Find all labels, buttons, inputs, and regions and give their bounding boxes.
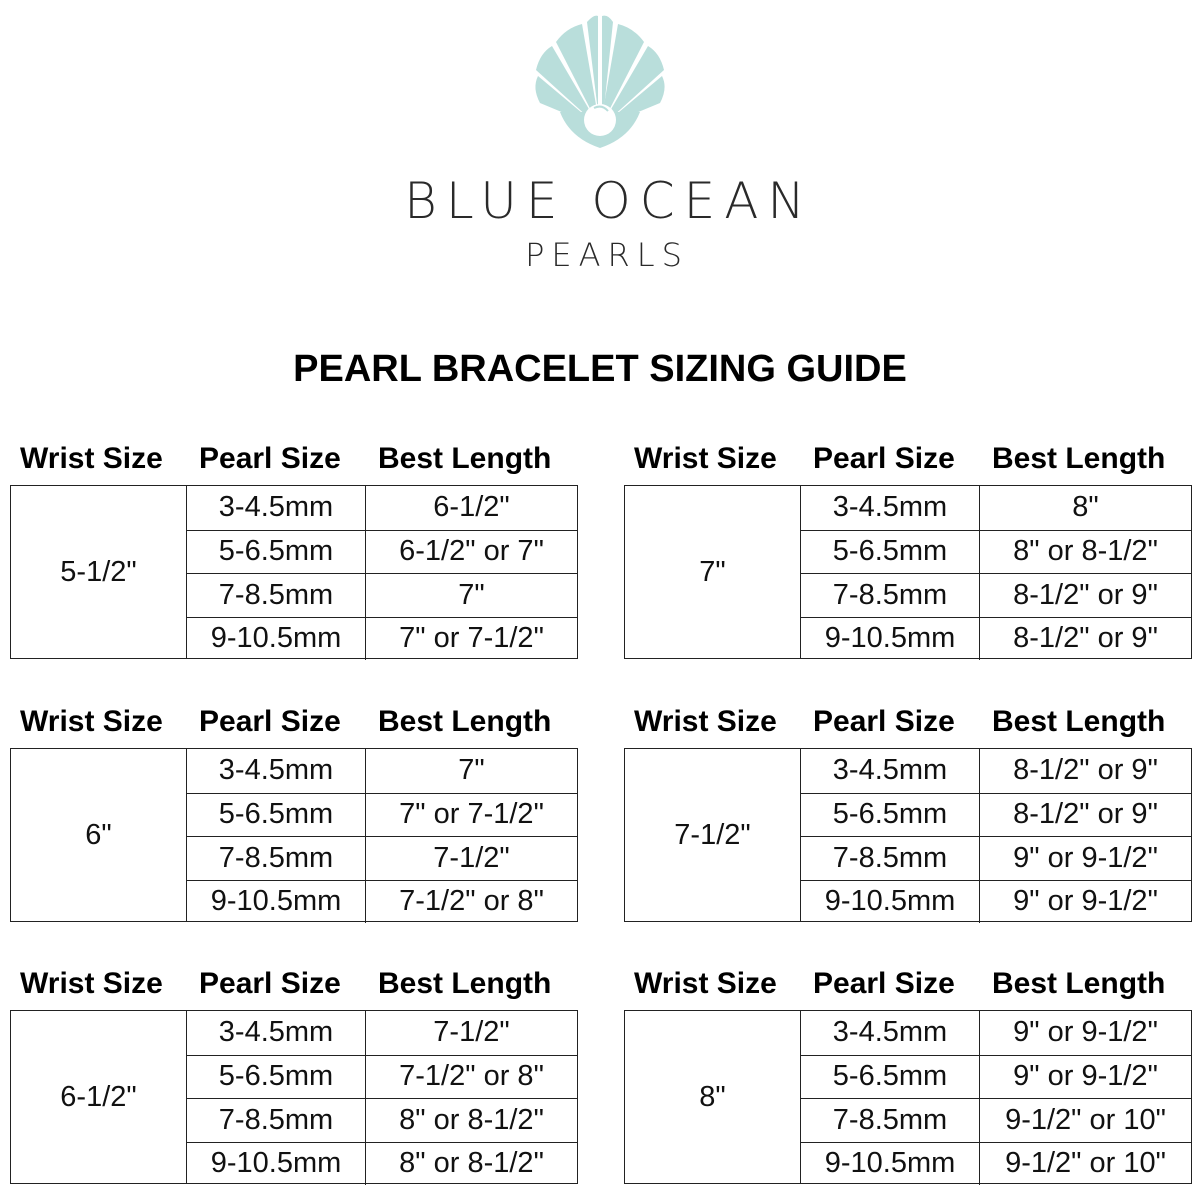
pearl-size-cell: 7-8.5mm bbox=[187, 837, 366, 880]
table-row bbox=[801, 486, 1191, 530]
header-wrist-size: Wrist Size bbox=[634, 705, 777, 738]
header-pearl-size: Pearl Size bbox=[813, 967, 955, 1000]
best-length-cell: 8-1/2" or 9" bbox=[1013, 578, 1158, 611]
wrist-size-cell: 6" bbox=[11, 749, 187, 921]
table-row bbox=[187, 530, 577, 574]
header-best-length: Best Length bbox=[992, 705, 1166, 738]
best-length-cell: 8-1/2" or 9" bbox=[1013, 754, 1158, 787]
sizing-table bbox=[10, 485, 578, 659]
table-row bbox=[801, 1098, 1191, 1142]
best-length-cell: 9" or 9-1/2" bbox=[1013, 1016, 1158, 1049]
pearl-size-cell: 3-4.5mm bbox=[801, 1011, 980, 1055]
pearl-size-cell: 3-4.5mm bbox=[187, 486, 366, 530]
best-length-cell: 7-1/2" or 8" bbox=[399, 1060, 544, 1093]
best-length-cell: 6-1/2" or 7" bbox=[399, 535, 544, 568]
table-header bbox=[624, 705, 1194, 745]
table-row bbox=[187, 836, 577, 880]
pearl-size-cell: 9-10.5mm bbox=[187, 1143, 366, 1186]
table-row bbox=[801, 793, 1191, 837]
pearl-size-cell: 5-6.5mm bbox=[801, 531, 980, 574]
table-row bbox=[187, 617, 577, 661]
table-row bbox=[801, 880, 1191, 924]
table-row bbox=[187, 749, 577, 793]
header-pearl-size: Pearl Size bbox=[199, 442, 341, 475]
best-length-cell: 8" or 8-1/2" bbox=[399, 1147, 544, 1180]
table-header bbox=[10, 705, 580, 745]
best-length-cell: 7-1/2" or 8" bbox=[399, 885, 544, 918]
header-best-length: Best Length bbox=[378, 442, 552, 475]
best-length-cell: 9-1/2" or 10" bbox=[1005, 1147, 1166, 1180]
pearl-size-cell: 3-4.5mm bbox=[187, 1011, 366, 1055]
sizing-table bbox=[624, 748, 1192, 922]
table-row bbox=[801, 1011, 1191, 1055]
pearl-size-cell: 7-8.5mm bbox=[187, 1099, 366, 1142]
best-length-cell: 8" bbox=[1072, 491, 1099, 524]
pearl-size-cell: 9-10.5mm bbox=[187, 881, 366, 924]
best-length-cell: 7" or 7-1/2" bbox=[399, 622, 544, 655]
header-best-length: Best Length bbox=[992, 442, 1166, 475]
pearl-size-cell: 7-8.5mm bbox=[801, 574, 980, 617]
best-length-cell: 7" bbox=[458, 578, 485, 611]
pearl-size-cell: 5-6.5mm bbox=[187, 531, 366, 574]
pearl-size-cell: 7-8.5mm bbox=[801, 837, 980, 880]
table-row bbox=[187, 880, 577, 924]
header-best-length: Best Length bbox=[378, 967, 552, 1000]
sizing-table bbox=[10, 748, 578, 922]
wrist-size-cell: 5-1/2" bbox=[11, 486, 187, 658]
table-row bbox=[801, 749, 1191, 793]
header-wrist-size: Wrist Size bbox=[20, 705, 163, 738]
best-length-cell: 8" or 8-1/2" bbox=[399, 1103, 544, 1136]
pearl-size-cell: 5-6.5mm bbox=[801, 794, 980, 837]
best-length-cell: 7-1/2" bbox=[433, 841, 510, 874]
pearl-size-cell: 9-10.5mm bbox=[801, 1143, 980, 1186]
table-row bbox=[187, 1142, 577, 1186]
brand-logo bbox=[0, 0, 1200, 300]
table-row bbox=[801, 573, 1191, 617]
sizing-table bbox=[10, 1010, 578, 1184]
pearl-size-cell: 5-6.5mm bbox=[187, 1056, 366, 1099]
header-pearl-size: Pearl Size bbox=[813, 442, 955, 475]
table-header bbox=[624, 967, 1194, 1007]
page-title: PEARL BRACELET SIZING GUIDE bbox=[293, 348, 907, 390]
best-length-cell: 9-1/2" or 10" bbox=[1005, 1103, 1166, 1136]
shell-with-pearl-icon bbox=[530, 8, 670, 158]
brand-name: BLUE OCEAN bbox=[404, 172, 814, 230]
wrist-size-cell: 7-1/2" bbox=[625, 749, 801, 921]
header-pearl-size: Pearl Size bbox=[199, 967, 341, 1000]
best-length-cell: 8-1/2" or 9" bbox=[1013, 798, 1158, 831]
table-row bbox=[801, 1055, 1191, 1099]
table-header bbox=[10, 967, 580, 1007]
pearl-size-cell: 3-4.5mm bbox=[187, 749, 366, 793]
best-length-cell: 9" or 9-1/2" bbox=[1013, 1060, 1158, 1093]
pearl-size-cell: 3-4.5mm bbox=[801, 486, 980, 530]
pearl-size-cell: 9-10.5mm bbox=[801, 881, 980, 924]
table-row bbox=[187, 1011, 577, 1055]
wrist-size-cell: 7" bbox=[625, 486, 801, 658]
pearl-size-cell: 9-10.5mm bbox=[801, 618, 980, 661]
table-row bbox=[801, 530, 1191, 574]
pearl-size-cell: 5-6.5mm bbox=[187, 794, 366, 837]
best-length-cell: 6-1/2" bbox=[433, 491, 510, 524]
best-length-cell: 7-1/2" bbox=[433, 1016, 510, 1049]
pearl-size-cell: 7-8.5mm bbox=[801, 1099, 980, 1142]
brand-subname: PEARLS bbox=[525, 236, 689, 274]
best-length-cell: 7" or 7-1/2" bbox=[399, 798, 544, 831]
header-pearl-size: Pearl Size bbox=[199, 705, 341, 738]
best-length-cell: 8" or 8-1/2" bbox=[1013, 535, 1158, 568]
header-wrist-size: Wrist Size bbox=[634, 967, 777, 1000]
header-best-length: Best Length bbox=[992, 967, 1166, 1000]
best-length-cell: 9" or 9-1/2" bbox=[1013, 841, 1158, 874]
wrist-size-cell: 6-1/2" bbox=[11, 1011, 187, 1183]
header-wrist-size: Wrist Size bbox=[20, 442, 163, 475]
table-row bbox=[187, 1055, 577, 1099]
table-row bbox=[187, 1098, 577, 1142]
table-row bbox=[187, 793, 577, 837]
pearl-size-cell: 5-6.5mm bbox=[801, 1056, 980, 1099]
pearl-size-cell: 7-8.5mm bbox=[187, 574, 366, 617]
pearl-size-cell: 9-10.5mm bbox=[187, 618, 366, 661]
table-header bbox=[10, 442, 580, 482]
pearl-size-cell: 3-4.5mm bbox=[801, 749, 980, 793]
table-row bbox=[801, 836, 1191, 880]
table-row bbox=[187, 486, 577, 530]
header-pearl-size: Pearl Size bbox=[813, 705, 955, 738]
table-header bbox=[624, 442, 1194, 482]
header-wrist-size: Wrist Size bbox=[634, 442, 777, 475]
header-wrist-size: Wrist Size bbox=[20, 967, 163, 1000]
sizing-table bbox=[624, 1010, 1192, 1184]
best-length-cell: 7" bbox=[458, 754, 485, 787]
wrist-size-cell: 8" bbox=[625, 1011, 801, 1183]
table-row bbox=[801, 1142, 1191, 1186]
table-row bbox=[187, 573, 577, 617]
sizing-table bbox=[624, 485, 1192, 659]
header-best-length: Best Length bbox=[378, 705, 552, 738]
best-length-cell: 9" or 9-1/2" bbox=[1013, 885, 1158, 918]
best-length-cell: 8-1/2" or 9" bbox=[1013, 622, 1158, 655]
table-row bbox=[801, 617, 1191, 661]
